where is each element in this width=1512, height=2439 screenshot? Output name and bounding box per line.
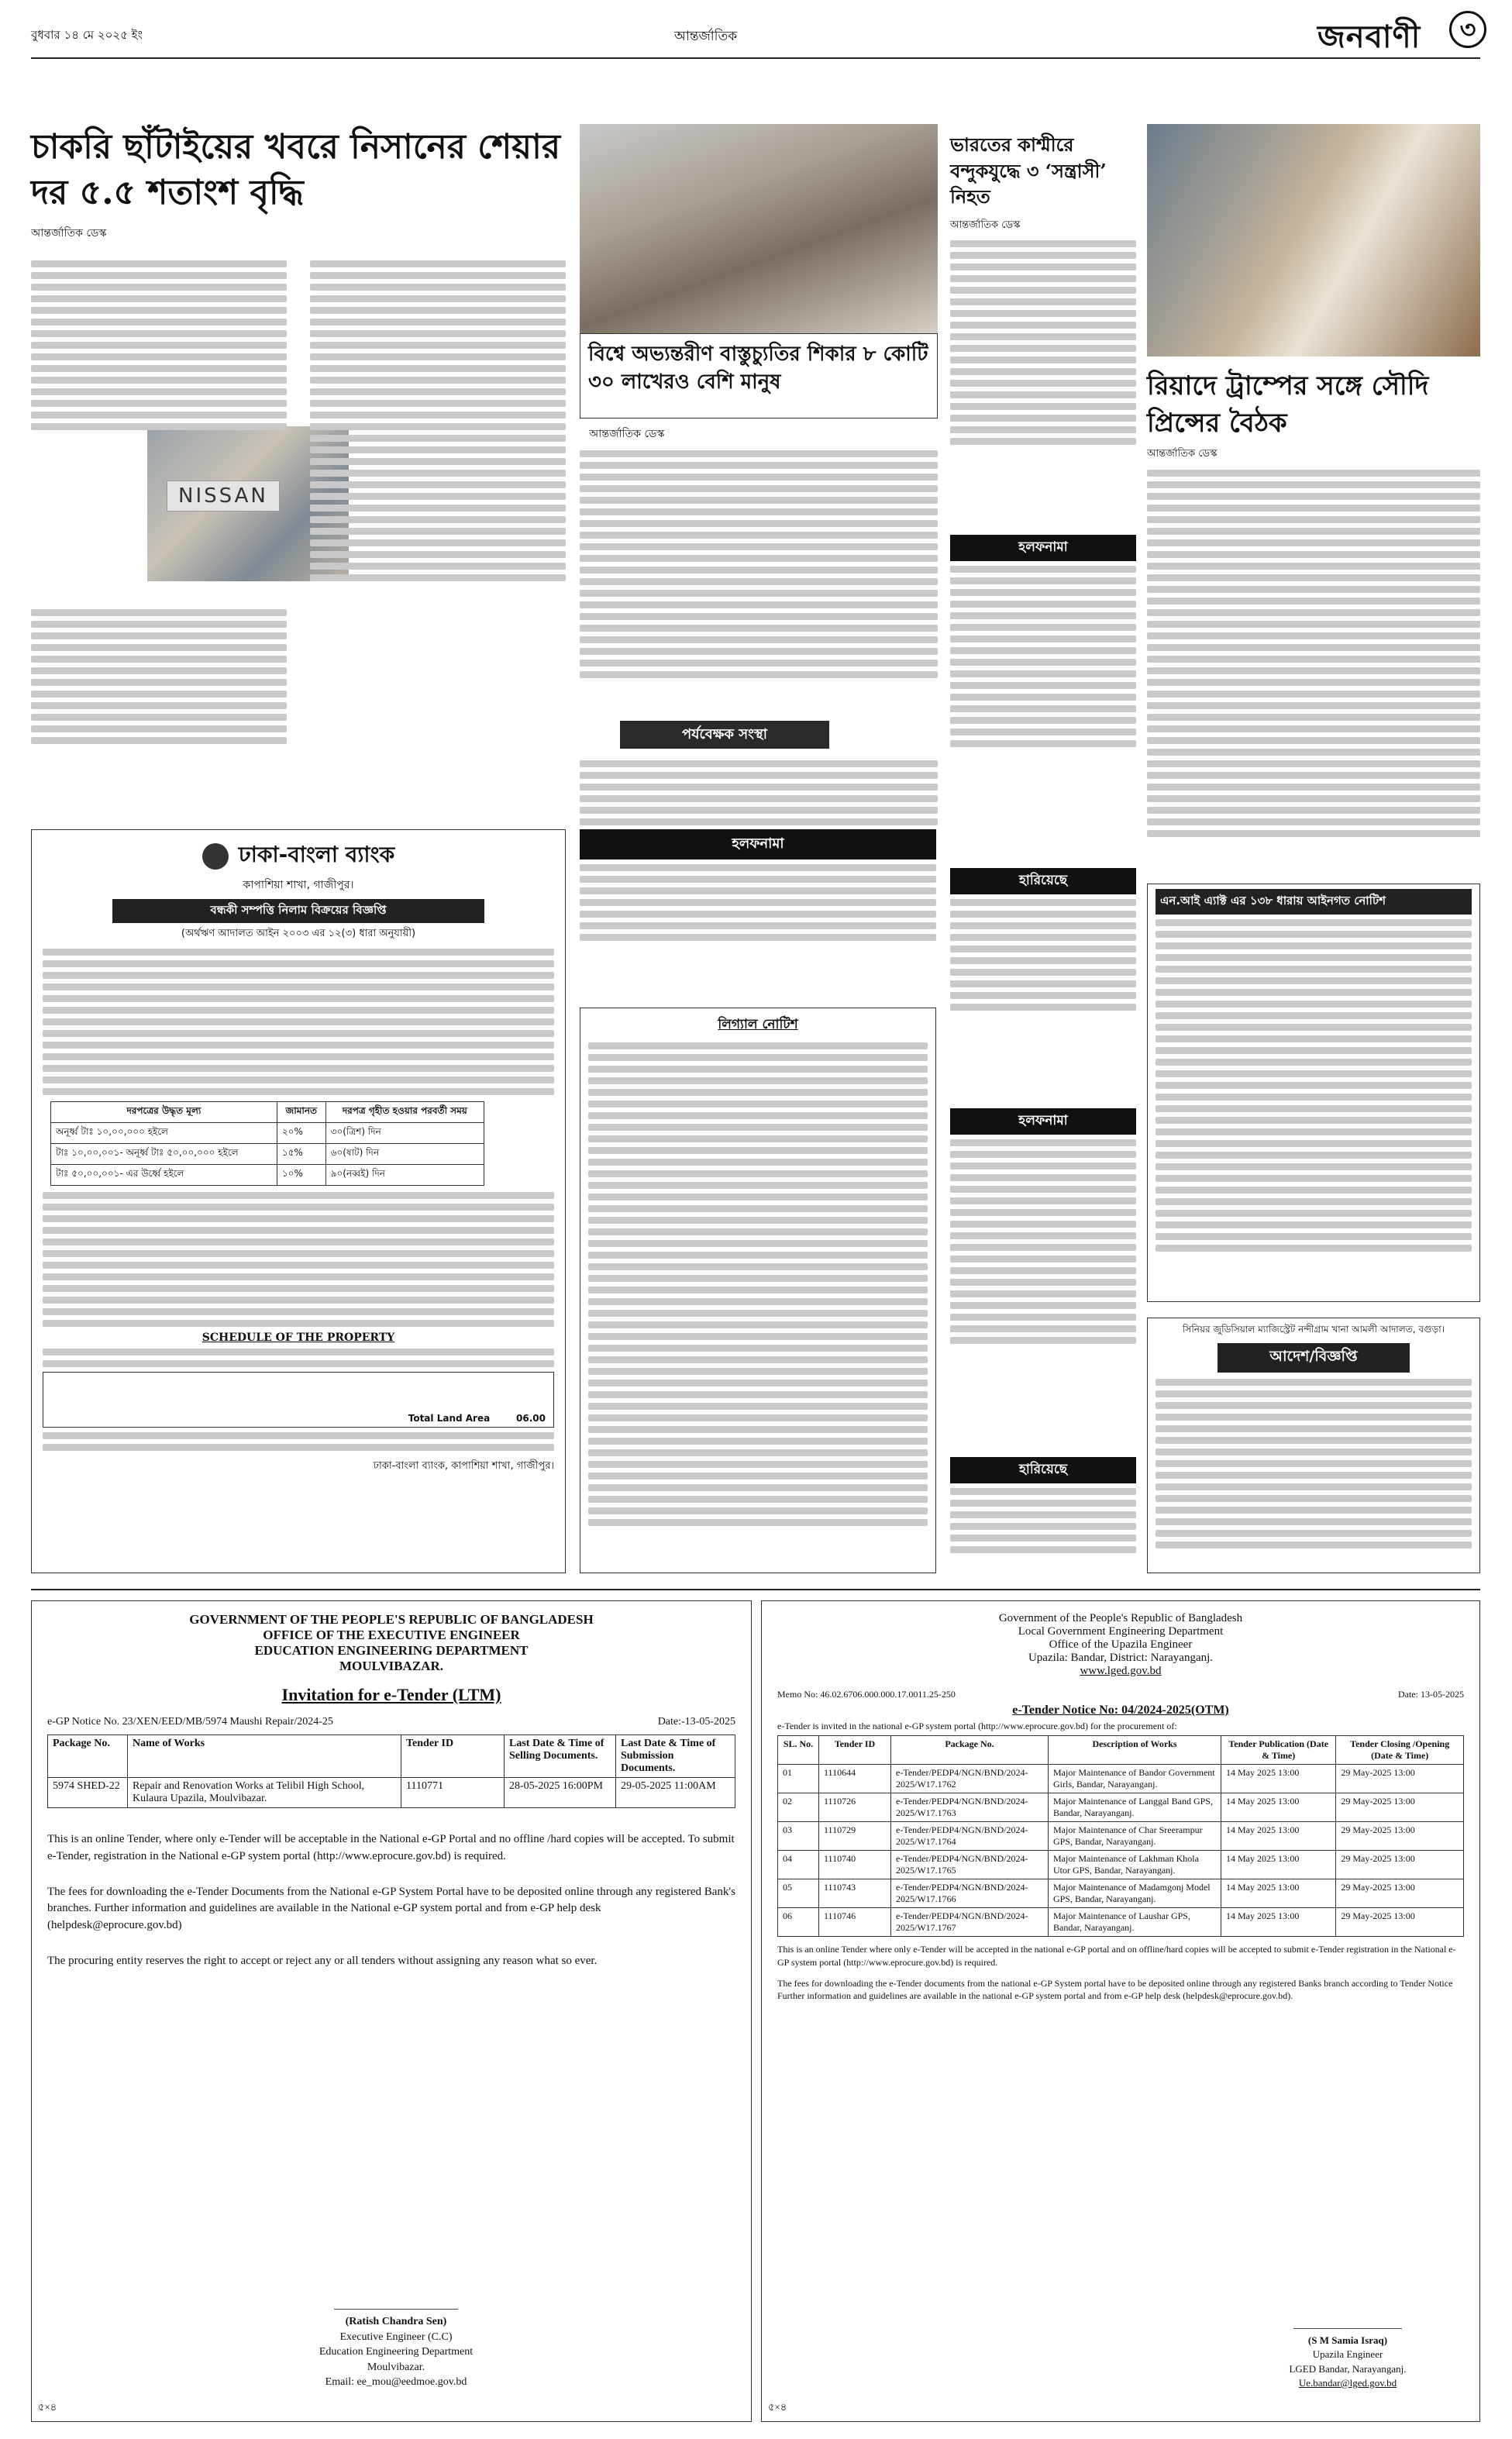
displacement-body-2 <box>580 756 938 830</box>
logo: জনবাণী <box>1317 19 1421 55</box>
tender-table <box>777 1735 1464 1937</box>
byline: আন্তর্জাতিক ডেস্ক <box>950 219 1021 231</box>
headline: রিয়াদে ট্রাম্পের সঙ্গে সৌদি প্রিন্সের বৈঠক <box>1147 370 1429 439</box>
tender-narayanganj <box>761 1600 1480 2422</box>
col-header: Last Date & Time of Selling Documents. <box>505 1735 616 1778</box>
photo-sign: NISSAN <box>167 481 280 512</box>
col-header: Description of Works <box>1049 1736 1221 1765</box>
tender-table <box>47 1735 735 1808</box>
tender-para-2: The fees for downloading the e-Tender Documents from the National e-GP System Portal have to be deposited online through any registered Bank's branches. Further information and guidelines are available in the National e-GP system portal and from e-GP help desk (helpdesk@eprocure.gov.bd) <box>47 1885 735 1931</box>
tender-city: MOULVIBAZAR. <box>339 1659 443 1673</box>
lost-notice-2 <box>950 1457 1136 1558</box>
tender-para-1: This is an online Tender, where only e-Tender will be acceptable in the National e-GP Portal and no offline /hard copies will be accepted. To submit e-Tender, registration in the National e-GP system portal (http://www.eprocure.gov.bd) is required. <box>47 1833 735 1862</box>
section-rule <box>31 1589 1480 1590</box>
section-title: আন্তর্জাতিক <box>674 29 738 44</box>
bank-auction-notice <box>31 829 566 1573</box>
signature-scribble-icon <box>1293 2300 1402 2329</box>
story-kashmir <box>950 132 1136 450</box>
court-name: সিনিয়র জুডিসিয়াল ম্যাজিস্ট্রেট নন্দীগ্রাম খানা আমলী আদালত, বগুড়া। <box>1182 1324 1445 1335</box>
table-row: অনূর্ধ্ব টাঃ ১০,০০,০০০ হইলে ২০% ৩০(ত্রিশ) দিন <box>51 1123 484 1144</box>
tender-moulvibazar <box>31 1600 752 2422</box>
tender-title: Invitation for e-Tender (LTM) <box>281 1685 501 1704</box>
tender-para-1: This is an online Tender where only e-Tender will be accepted in the national e-GP portal and on offline/hard copies will be accepted to submit e-Tender registration in the National e-GP system portal (http://www.eprocure.gov.bd) is required. <box>777 1944 1456 1968</box>
schedule-title: SCHEDULE OF THE PROPERTY <box>201 1331 395 1344</box>
displacement-body <box>580 446 938 683</box>
legal-notice <box>580 1008 936 1573</box>
bank-branch: কাপাশিয়া শাখা, গাজীপুর। <box>243 879 354 891</box>
affidavit-2 <box>950 535 1136 752</box>
tender-gov: Government of the People's Republic of Bangladesh <box>998 1612 1243 1624</box>
table-row: 05 1110743 e-Tender/PEDP4/NGN/BND/2024-2025/W17.1766 Major Maintenance of Madamgonj Model GPS, Bandar, Narayanganj. 14 May 2025 13:00 29 May-2025 13:00 <box>778 1879 1464 1908</box>
notice-title: বন্ধকী সম্পত্তি নিলাম বিক্রয়ের বিজ্ঞপ্তি <box>112 899 484 923</box>
col-header: জামানত <box>277 1102 325 1123</box>
tender-gov: GOVERNMENT OF THE PEOPLE'S REPUBLIC OF BANGLADESH <box>189 1612 594 1627</box>
affidavit-1 <box>580 829 936 946</box>
bank-name: ঢাকা-বাংলা ব্যাংক <box>238 842 395 867</box>
masthead <box>31 11 1480 59</box>
notice-number: e-GP Notice No. 23/XEN/EED/MB/5974 Maushi Repair/2024-25 <box>47 1716 333 1728</box>
tender-dept: EDUCATION ENGINEERING DEPARTMENT <box>254 1643 529 1658</box>
header-rule <box>31 57 1480 59</box>
tender-para-2: The fees for downloading the e-Tender documents from the national e-GP System portal have to be deposited online through any registered Banks branch according to Tender Notice Further information and guidelines are available in the national e-GP system portal and from e-GP help desk (helpdesk@eprocure.gov.bd). <box>777 1977 1453 2002</box>
deposit-table <box>50 1101 484 1186</box>
court-order-notice <box>1147 1318 1480 1573</box>
affidavit-title: হলফনামা <box>950 1108 1136 1135</box>
table-row: 01 1110644 e-Tender/PEDP4/NGN/BND/2024-2025/W17.1762 Major Maintenance of Bandor Government Girls, Bandar, Narayanganj. 14 May 2025 13:00 29 May-2025 13:00 <box>778 1765 1464 1793</box>
tender-office: OFFICE OF THE EXECUTIVE ENGINEER <box>263 1628 520 1642</box>
tender-office: Office of the Upazila Engineer <box>1049 1638 1193 1651</box>
section-tag-observer <box>620 721 829 749</box>
notice-date: Date: 13-05-2025 <box>1398 1689 1464 1700</box>
headline: বিশ্বে অভ্যন্তরীণ বাস্তুচ্যুতির শিকার ৮ কোটি ৩০ লাখেরও বেশি মানুষ <box>588 343 928 394</box>
table-row: টাঃ ৫০,০০,০০১- এর উর্ধ্বে হইলে ১০% ৯০(নব্বই) দিন <box>51 1165 484 1186</box>
col-header: Tender Closing /Opening (Date & Time) <box>1336 1736 1464 1765</box>
tender-signature: (S M Samia Israq) Upazila Engineer LGED Bandar, Narayanganj. Ue.bandar@lged.gov.bd <box>1247 2300 1448 2390</box>
table-row: 06 1110746 e-Tender/PEDP4/NGN/BND/2024-2025/W17.1767 Major Maintenance of Laushar GPS, Bandar, Narayanganj. 14 May 2025 13:00 29 May-2025 13:00 <box>778 1908 1464 1937</box>
ad-code: ৫×৪ <box>38 2401 57 2413</box>
lost-title: হারিয়েছে <box>950 868 1136 894</box>
col-header: Tender Publication (Date & Time) <box>1221 1736 1336 1765</box>
tender-website: www.lged.gov.bd <box>1080 1665 1162 1677</box>
ad-code: ৫×৪ <box>768 2401 787 2413</box>
schedule-table <box>43 1372 554 1428</box>
byline: আন্তর্জাতিক ডেস্ক <box>1147 448 1218 460</box>
lost-title: হারিয়েছে <box>950 1457 1136 1483</box>
col-header: Tender ID <box>401 1735 505 1778</box>
affidavit-title: হলফনামা <box>580 829 936 860</box>
total-land-label: Total Land Area <box>408 1413 491 1424</box>
ni-act-notice <box>1147 884 1480 1302</box>
order-title: আদেশ/বিজ্ঞপ্তি <box>1218 1343 1410 1373</box>
col-header: Last Date & Time of Submission Documents. <box>615 1735 735 1778</box>
affidavit-title: হলফনামা <box>950 535 1136 561</box>
affidavit-3 <box>950 1108 1136 1349</box>
ni-title: এন.আই এ্যাক্ট এর ১৩৮ ধারায় আইনগত নোটিশ <box>1156 889 1472 915</box>
col-header: SL. No. <box>778 1736 819 1765</box>
headline: ভারতের কাশ্মীরে বন্দুকযুদ্ধে ৩ ‘সন্ত্রাসী’ নিহত <box>950 133 1107 208</box>
page-number: ৩ <box>1449 11 1486 48</box>
byline: আন্তর্জাতিক ডেস্ক <box>31 226 107 239</box>
headline: চাকরি ছাঁটাইয়ের খবরে নিসানের শেয়ার দর ৫.৫ শতাংশ বৃদ্ধি <box>31 127 561 213</box>
riyadh-body <box>1147 465 1480 842</box>
notice-subtitle: (অর্থঋণ আদালত আইন ২০০৩ এর ১২(৩) ধারা অনুযায়ী) <box>181 928 416 939</box>
total-land-value: 06.00 <box>516 1413 546 1424</box>
tender-dept: Local Government Engineering Department <box>1018 1625 1224 1638</box>
story-riyadh <box>1147 368 1480 463</box>
tender-title: e-Tender Notice No: 04/2024-2025(OTM) <box>1012 1704 1229 1717</box>
col-header: দরপত্র গৃহীত হওয়ার পরবর্তী সময় <box>325 1102 484 1123</box>
section-tag-label: পর্যবেক্ষক সংস্থা <box>681 726 768 742</box>
legal-title: লিগ্যাল নোটিশ <box>718 1017 798 1032</box>
table-row: 03 1110729 e-Tender/PEDP4/NGN/BND/2024-2025/W17.1764 Major Maintenance of Char Sreerampur GPS, Bandar, Narayanganj. 14 May 2025 13:00 29 May-2025 13:00 <box>778 1822 1464 1851</box>
lost-notice-1 <box>950 868 1136 1015</box>
tender-signature: (Ratish Chandra Sen) Executive Engineer (C.C) Education Engineering Department Moulvibazar. Email: ee_mou@eedmoe.gov.bd <box>280 2278 512 2390</box>
table-row: 04 1110740 e-Tender/PEDP4/NGN/BND/2024-2025/W17.1765 Major Maintenance of Lakhman Khola Utor GPS, Bandar, Narayanganj. 14 May 2025 13:00 29 May-2025 13:00 <box>778 1851 1464 1879</box>
col-header: Package No. <box>891 1736 1049 1765</box>
table-row: 02 1110726 e-Tender/PEDP4/NGN/BND/2024-2025/W17.1763 Major Maintenance of Langgal Band GPS, Bandar, Narayanganj. 14 May 2025 13:00 29 May-2025 13:00 <box>778 1793 1464 1822</box>
col-header: Package No. <box>48 1735 128 1778</box>
bank-signature: ঢাকা-বাংলা ব্যাংক, কাপাশিয়া শাখা, গাজীপুর। <box>373 1460 554 1472</box>
table-row: টাঃ ১০,০০,০০১- অনূর্ধ্ব টাঃ ৫০,০০,০০০ হইলে ১৫% ৬০(ষাট) দিন <box>51 1144 484 1165</box>
signature-scribble-icon <box>334 2278 458 2310</box>
story-nissan <box>31 124 566 508</box>
refugees-photo <box>580 124 938 333</box>
issue-date: বুধবার ১৪ মে ২০২৫ ইং <box>31 28 143 42</box>
bank-logo-icon <box>202 843 229 870</box>
nissan-body <box>31 256 566 798</box>
col-header: দরপত্রের উদ্ধৃত মূল্য <box>51 1102 277 1123</box>
story-displacement-headline-box <box>580 333 938 419</box>
byline: আন্তর্জাতিক ডেস্ক <box>589 428 665 440</box>
memo-number: Memo No: 46.02.6706.000.000.17.0011.25-250 <box>777 1689 956 1700</box>
riyadh-photo <box>1147 124 1480 357</box>
tender-intro: e-Tender is invited in the national e-GP system portal (http://www.eprocure.gov.bd) for the procurement of: <box>777 1721 1177 1731</box>
table-row: 5974 SHED-22 Repair and Renovation Works at Telibil High School, Kulaura Upazila, Moulvibazar. 1110771 28-05-2025 16:00PM 29-05-2025 11:00AM <box>48 1778 735 1808</box>
col-header: Tender ID <box>819 1736 891 1765</box>
notice-date: Date:-13-05-2025 <box>657 1716 735 1728</box>
tender-para-3: The procuring entity reserves the right to accept or reject any or all tenders without assigning any reason what so ever. <box>47 1954 598 1967</box>
col-header: Name of Works <box>128 1735 401 1778</box>
tender-location: Upazila: Bandar, District: Narayanganj. <box>1028 1652 1214 1664</box>
